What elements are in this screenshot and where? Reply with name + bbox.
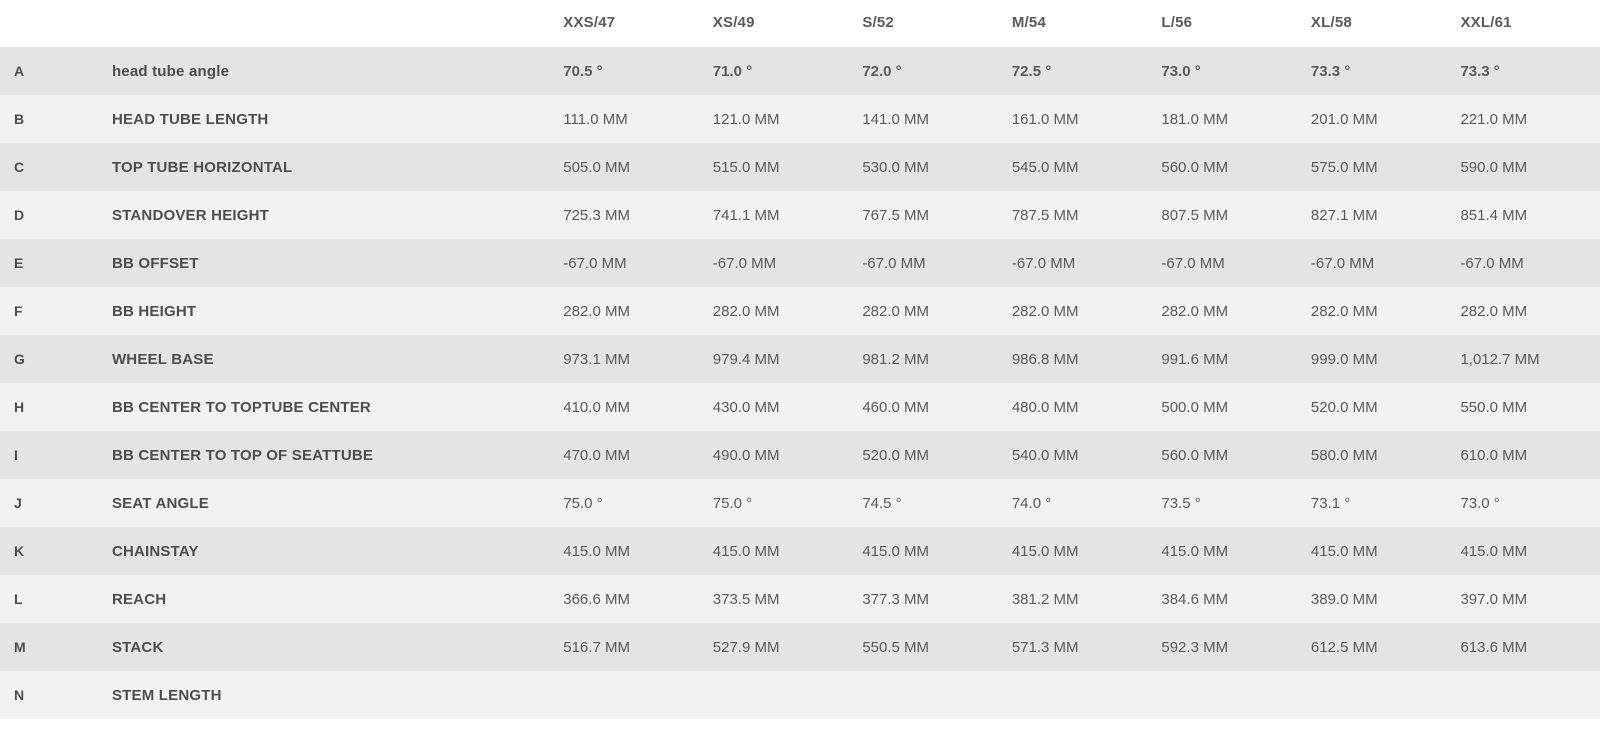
row-letter: G — [0, 335, 62, 383]
cell-value: 515.0 MM — [703, 143, 853, 191]
cell-value: 480.0 MM — [1002, 383, 1152, 431]
cell-value: 490.0 MM — [703, 431, 853, 479]
cell-value: 397.0 MM — [1450, 575, 1600, 623]
cell-value: 415.0 MM — [1450, 527, 1600, 575]
table-row — [0, 671, 1600, 719]
cell-value: 981.2 MM — [852, 335, 1002, 383]
row-label: WHEEL BASE — [62, 335, 553, 383]
cell-value: 613.6 MM — [1450, 623, 1600, 671]
table-row — [0, 383, 1600, 431]
table-header — [0, 0, 1600, 47]
cell-value: 282.0 MM — [1301, 287, 1451, 335]
cell-value: 725.3 MM — [553, 191, 703, 239]
cell-value: 592.3 MM — [1151, 623, 1301, 671]
cell-value: 71.0 ° — [703, 47, 853, 95]
table-row — [0, 287, 1600, 335]
cell-value: -67.0 MM — [1450, 239, 1600, 287]
cell-value: 991.6 MM — [1151, 335, 1301, 383]
row-label: STEM LENGTH — [62, 671, 553, 719]
header-size-xl58: XL/58 — [1301, 0, 1451, 47]
cell-value: 415.0 MM — [553, 527, 703, 575]
cell-value: 560.0 MM — [1151, 143, 1301, 191]
row-label: BB HEIGHT — [62, 287, 553, 335]
cell-value: 851.4 MM — [1450, 191, 1600, 239]
row-letter: A — [0, 47, 62, 95]
cell-value: 75.0 ° — [553, 479, 703, 527]
cell-value: -67.0 MM — [703, 239, 853, 287]
cell-value: 221.0 MM — [1450, 95, 1600, 143]
cell-value: 410.0 MM — [553, 383, 703, 431]
cell-value: 516.7 MM — [553, 623, 703, 671]
row-label: STANDOVER HEIGHT — [62, 191, 553, 239]
header-size-xxl61: XXL/61 — [1450, 0, 1600, 47]
cell-value: 470.0 MM — [553, 431, 703, 479]
cell-value — [852, 671, 1002, 719]
row-label: BB OFFSET — [62, 239, 553, 287]
cell-value: 741.1 MM — [703, 191, 853, 239]
row-label: STACK — [62, 623, 553, 671]
cell-value: 520.0 MM — [1301, 383, 1451, 431]
cell-value: 373.5 MM — [703, 575, 853, 623]
table-body — [0, 47, 1600, 719]
cell-value: 282.0 MM — [852, 287, 1002, 335]
cell-value: 389.0 MM — [1301, 575, 1451, 623]
cell-value: 70.5 ° — [553, 47, 703, 95]
cell-value: 381.2 MM — [1002, 575, 1152, 623]
cell-value: 530.0 MM — [852, 143, 1002, 191]
cell-value: 181.0 MM — [1151, 95, 1301, 143]
cell-value: 72.0 ° — [852, 47, 1002, 95]
header-size-xs49: XS/49 — [703, 0, 853, 47]
cell-value: -67.0 MM — [1301, 239, 1451, 287]
cell-value: 73.0 ° — [1450, 479, 1600, 527]
header-letter — [0, 0, 62, 47]
table-row — [0, 239, 1600, 287]
cell-value: 560.0 MM — [1151, 431, 1301, 479]
cell-value: 415.0 MM — [1151, 527, 1301, 575]
cell-value: -67.0 MM — [553, 239, 703, 287]
cell-value: 282.0 MM — [1002, 287, 1152, 335]
cell-value: 999.0 MM — [1301, 335, 1451, 383]
cell-value: 979.4 MM — [703, 335, 853, 383]
cell-value: 827.1 MM — [1301, 191, 1451, 239]
row-letter: J — [0, 479, 62, 527]
table-row — [0, 623, 1600, 671]
cell-value: 550.5 MM — [852, 623, 1002, 671]
cell-value: 161.0 MM — [1002, 95, 1152, 143]
cell-value: 612.5 MM — [1301, 623, 1451, 671]
cell-value: 787.5 MM — [1002, 191, 1152, 239]
header-row — [0, 0, 1600, 47]
header-measurement — [62, 0, 553, 47]
cell-value: 384.6 MM — [1151, 575, 1301, 623]
cell-value: 571.3 MM — [1002, 623, 1152, 671]
cell-value: 545.0 MM — [1002, 143, 1152, 191]
row-letter: I — [0, 431, 62, 479]
row-label: head tube angle — [62, 47, 553, 95]
cell-value — [1301, 671, 1451, 719]
cell-value: 73.1 ° — [1301, 479, 1451, 527]
cell-value: 767.5 MM — [852, 191, 1002, 239]
cell-value: 415.0 MM — [703, 527, 853, 575]
cell-value: 415.0 MM — [1002, 527, 1152, 575]
cell-value: 610.0 MM — [1450, 431, 1600, 479]
cell-value: 415.0 MM — [852, 527, 1002, 575]
row-letter: C — [0, 143, 62, 191]
header-size-l56: L/56 — [1151, 0, 1301, 47]
cell-value: 973.1 MM — [553, 335, 703, 383]
table-row — [0, 95, 1600, 143]
table-row — [0, 431, 1600, 479]
cell-value: 415.0 MM — [1301, 527, 1451, 575]
cell-value: 72.5 ° — [1002, 47, 1152, 95]
cell-value: 282.0 MM — [553, 287, 703, 335]
table-row — [0, 191, 1600, 239]
cell-value: 1,012.7 MM — [1450, 335, 1600, 383]
cell-value: 550.0 MM — [1450, 383, 1600, 431]
cell-value: 575.0 MM — [1301, 143, 1451, 191]
table-row — [0, 143, 1600, 191]
header-size-xxs47: XXS/47 — [553, 0, 703, 47]
table-row — [0, 47, 1600, 95]
row-label: SEAT ANGLE — [62, 479, 553, 527]
cell-value: 540.0 MM — [1002, 431, 1152, 479]
row-label: BB CENTER TO TOP OF SEATTUBE — [62, 431, 553, 479]
cell-value — [1002, 671, 1152, 719]
cell-value: 73.0 ° — [1151, 47, 1301, 95]
row-letter: K — [0, 527, 62, 575]
row-label: TOP TUBE HORIZONTAL — [62, 143, 553, 191]
cell-value: -67.0 MM — [1002, 239, 1152, 287]
cell-value: 111.0 MM — [553, 95, 703, 143]
cell-value: 282.0 MM — [703, 287, 853, 335]
cell-value: 141.0 MM — [852, 95, 1002, 143]
cell-value: 580.0 MM — [1301, 431, 1451, 479]
row-letter: M — [0, 623, 62, 671]
row-letter: F — [0, 287, 62, 335]
cell-value — [703, 671, 853, 719]
row-label: BB CENTER TO TOPTUBE CENTER — [62, 383, 553, 431]
row-letter: B — [0, 95, 62, 143]
cell-value: 460.0 MM — [852, 383, 1002, 431]
row-letter: E — [0, 239, 62, 287]
cell-value: 500.0 MM — [1151, 383, 1301, 431]
cell-value: 430.0 MM — [703, 383, 853, 431]
row-letter: H — [0, 383, 62, 431]
cell-value — [1151, 671, 1301, 719]
cell-value: -67.0 MM — [852, 239, 1002, 287]
row-letter: N — [0, 671, 62, 719]
cell-value: 590.0 MM — [1450, 143, 1600, 191]
cell-value: 527.9 MM — [703, 623, 853, 671]
table-row — [0, 575, 1600, 623]
row-letter: D — [0, 191, 62, 239]
cell-value: 282.0 MM — [1151, 287, 1301, 335]
cell-value: 75.0 ° — [703, 479, 853, 527]
cell-value: 520.0 MM — [852, 431, 1002, 479]
cell-value — [1450, 671, 1600, 719]
table-row — [0, 479, 1600, 527]
cell-value: 73.3 ° — [1450, 47, 1600, 95]
cell-value: 377.3 MM — [852, 575, 1002, 623]
cell-value: 366.6 MM — [553, 575, 703, 623]
table-row — [0, 527, 1600, 575]
cell-value: 201.0 MM — [1301, 95, 1451, 143]
header-size-s52: S/52 — [852, 0, 1002, 47]
cell-value: 73.5 ° — [1151, 479, 1301, 527]
cell-value: 73.3 ° — [1301, 47, 1451, 95]
cell-value: -67.0 MM — [1151, 239, 1301, 287]
cell-value: 986.8 MM — [1002, 335, 1152, 383]
cell-value: 74.5 ° — [852, 479, 1002, 527]
table-row — [0, 335, 1600, 383]
cell-value — [553, 671, 703, 719]
cell-value: 807.5 MM — [1151, 191, 1301, 239]
row-label: HEAD TUBE LENGTH — [62, 95, 553, 143]
cell-value: 121.0 MM — [703, 95, 853, 143]
row-label: REACH — [62, 575, 553, 623]
header-size-m54: M/54 — [1002, 0, 1152, 47]
cell-value: 74.0 ° — [1002, 479, 1152, 527]
cell-value: 282.0 MM — [1450, 287, 1600, 335]
row-label: CHAINSTAY — [62, 527, 553, 575]
row-letter: L — [0, 575, 62, 623]
cell-value: 505.0 MM — [553, 143, 703, 191]
